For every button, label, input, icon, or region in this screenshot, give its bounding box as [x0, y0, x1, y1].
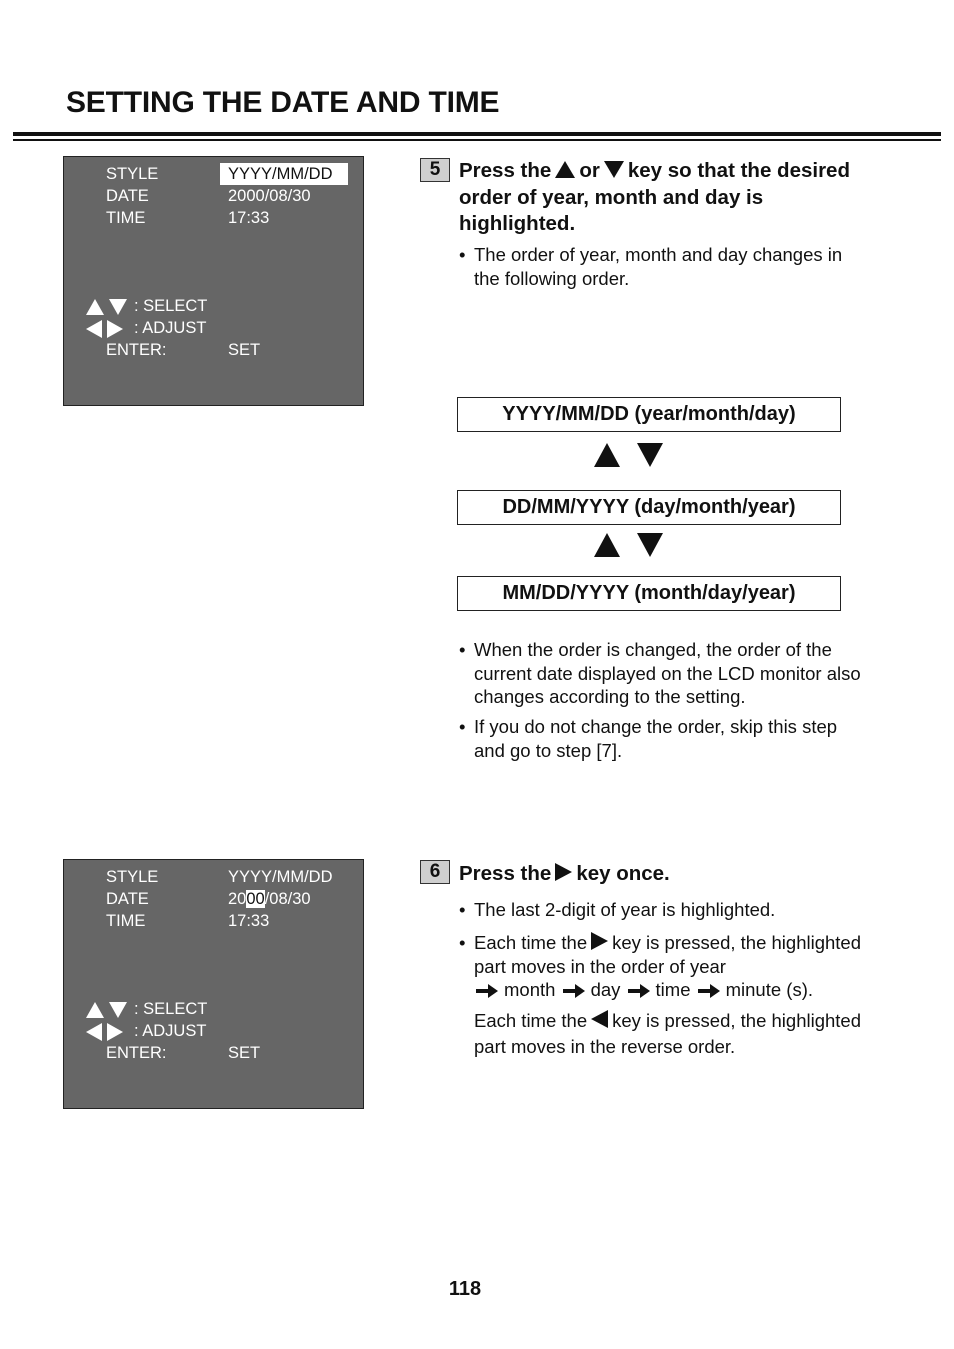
up-triangle-icon — [594, 443, 620, 467]
step-6-bullet-1: • The last 2-digit of year is highlighted. — [459, 899, 776, 920]
step-6-bullet-2-part1: Each time the — [474, 932, 588, 953]
lcd-enter-label: ENTER: — [106, 1044, 167, 1062]
down-triangle-icon — [109, 299, 127, 315]
lcd-date-suffix: /08/30 — [264, 890, 311, 908]
lcd-select-arrows — [86, 296, 127, 318]
lcd-adjust-arrows — [86, 1021, 123, 1043]
lcd-select-arrows — [86, 999, 127, 1021]
right-arrow-icon — [563, 985, 585, 997]
down-triangle-icon — [109, 1002, 127, 1018]
lcd-screen-style — [63, 156, 364, 406]
right-key-icon — [591, 932, 608, 950]
step-6-note — [474, 1008, 874, 1060]
down-triangle-icon — [637, 533, 663, 557]
step-5-badge: 5 — [420, 158, 450, 182]
title-rule-thin — [13, 139, 941, 141]
lcd-style-label: STYLE — [106, 868, 159, 886]
lcd-date-prefix: 20 — [228, 890, 247, 908]
seq-time: time — [655, 979, 691, 1000]
up-triangle-icon — [86, 299, 104, 315]
right-key-icon — [555, 863, 572, 881]
right-arrow-icon — [476, 985, 498, 997]
lcd-time-value: 17:33 — [228, 209, 270, 227]
step-5-head-part1: Press the — [459, 159, 552, 182]
step-6-head-part2: key once. — [576, 862, 670, 885]
up-triangle-icon — [594, 533, 620, 557]
step-6-note-part1: Each time the — [474, 1010, 588, 1031]
step-5-head-part2: or — [579, 159, 600, 182]
lcd-date-label: DATE — [106, 187, 149, 205]
step-6-heading — [459, 861, 879, 888]
page-number: 118 — [448, 1278, 482, 1300]
step-5-bullet-3: • If you do not change the order, skip this step and go to step [7]. — [459, 716, 838, 761]
right-arrow-icon — [698, 985, 720, 997]
lcd-style-value: YYYY/MM/DD — [220, 163, 348, 185]
step-6-bullet-2-part2: key is pressed, the highlighted part moves in the order of year — [474, 932, 861, 977]
seq-month: month — [504, 979, 556, 1000]
order-option-dmy: DD/MM/YYYY (day/month/year) — [457, 490, 841, 525]
right-arrow-icon — [628, 985, 650, 997]
step-5-bullet-2: • When the order is changed, the order of the current date displayed on the LCD monitor also changes according to the setting. — [459, 639, 861, 707]
lcd-adjust-label: : ADJUST — [134, 1022, 207, 1040]
seq-minute: minute (s). — [725, 979, 814, 1000]
lcd-date-value: 2000/08/30 — [228, 187, 311, 205]
order-arrows-2 — [594, 533, 674, 559]
up-key-icon — [555, 161, 575, 178]
step-6-bullet-2: • Each time the key is pressed, the highlighted part moves in the order of year month day time minute (s). — [459, 932, 861, 1000]
right-triangle-icon — [107, 320, 123, 338]
left-triangle-icon — [86, 1023, 102, 1041]
down-key-icon — [604, 161, 624, 178]
lcd-screen-year — [63, 859, 364, 1109]
lcd-date-value — [228, 888, 311, 910]
lcd-enter-value: SET — [228, 341, 261, 359]
lcd-style-label: STYLE — [106, 165, 159, 183]
lcd-time-label: TIME — [106, 209, 146, 227]
order-option-mdy: MM/DD/YYYY (month/day/year) — [457, 576, 841, 611]
lcd-select-label: : SELECT — [134, 1000, 208, 1018]
step-5-heading — [459, 158, 879, 238]
title-rule-thick — [13, 132, 941, 136]
lcd-date-highlight: 00 — [246, 890, 265, 908]
left-key-icon — [591, 1010, 608, 1028]
step-6-badge: 6 — [420, 860, 450, 884]
up-triangle-icon — [86, 1002, 104, 1018]
lcd-enter-label: ENTER: — [106, 341, 167, 359]
step-6-note-part2: key is pressed, the highlighted part moves in the reverse order. — [474, 1010, 861, 1057]
right-triangle-icon — [107, 1023, 123, 1041]
step-6-head-part1: Press the — [459, 862, 552, 885]
lcd-enter-value: SET — [228, 1044, 261, 1062]
down-triangle-icon — [637, 443, 663, 467]
step-5-bullet-1: • The order of year, month and day changes in the following order. — [459, 244, 843, 289]
lcd-adjust-arrows — [86, 318, 123, 340]
left-triangle-icon — [86, 320, 102, 338]
lcd-date-label: DATE — [106, 890, 149, 908]
step-5-head-part3: key so that the desired order of year, month and day is highlighted. — [459, 159, 850, 235]
seq-day: day — [590, 979, 621, 1000]
order-arrows-1 — [594, 443, 674, 469]
lcd-time-label: TIME — [106, 912, 146, 930]
lcd-style-value: YYYY/MM/DD — [228, 868, 333, 886]
lcd-time-value: 17:33 — [228, 912, 270, 930]
lcd-select-label: : SELECT — [134, 297, 208, 315]
order-option-ymd: YYYY/MM/DD (year/month/day) — [457, 397, 841, 432]
lcd-adjust-label: : ADJUST — [134, 319, 207, 337]
page-title: SETTING THE DATE AND TIME — [66, 86, 500, 119]
